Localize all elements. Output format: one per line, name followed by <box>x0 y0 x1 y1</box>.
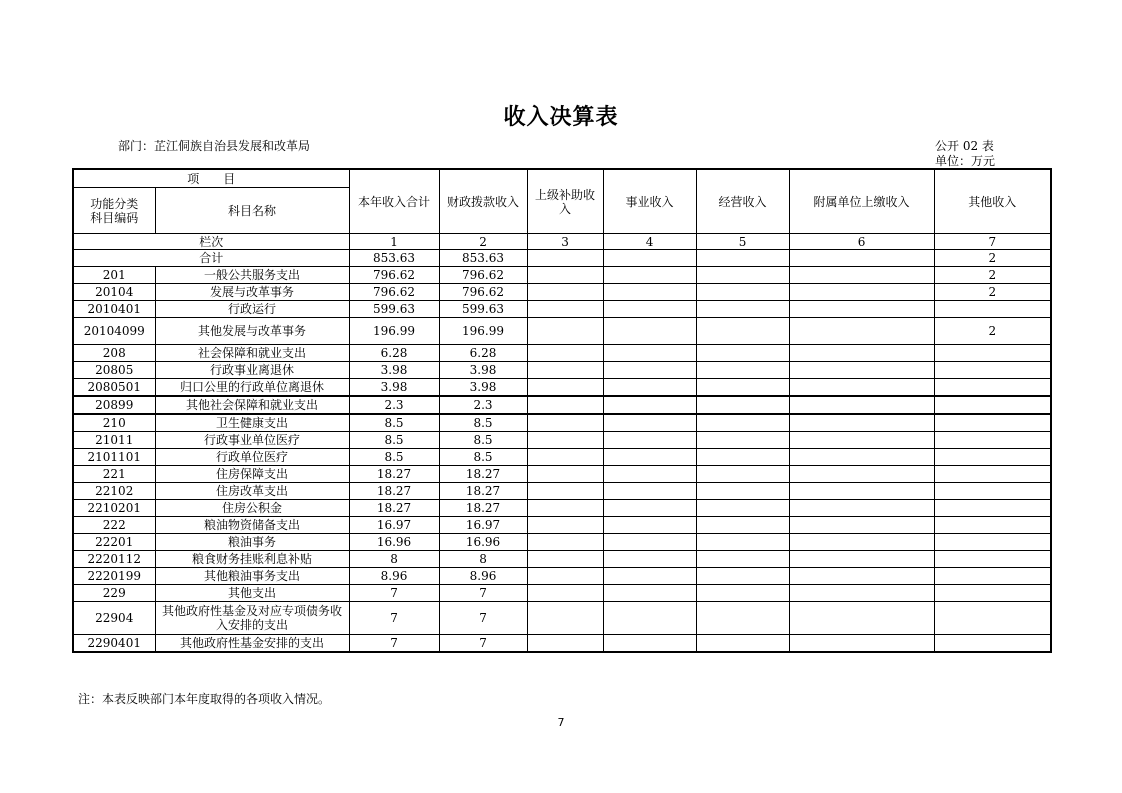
row-operating-income <box>696 635 789 653</box>
row-name: 其他支出 <box>155 585 349 602</box>
row-subsidiary-income <box>789 301 934 318</box>
row-fiscal-appropriation: 599.63 <box>439 301 527 318</box>
row-subsidiary-income <box>789 585 934 602</box>
row-fiscal-appropriation: 7 <box>439 585 527 602</box>
row-code: 2290401 <box>73 635 155 653</box>
table-row <box>73 483 1051 500</box>
row-other-income <box>934 635 1051 653</box>
row-subsidiary-income <box>789 396 934 414</box>
row-other-income: 2 <box>934 318 1051 345</box>
row-subsidiary-income <box>789 466 934 483</box>
row-superior-subsidy <box>527 396 603 414</box>
row-name: 粮油事务 <box>155 534 349 551</box>
row-subsidiary-income <box>789 414 934 432</box>
header-business-income: 事业收入 <box>603 169 696 234</box>
row-fiscal-appropriation: 6.28 <box>439 345 527 362</box>
row-code: 22201 <box>73 534 155 551</box>
row-business-income <box>603 284 696 301</box>
row-code: 22102 <box>73 483 155 500</box>
row-other-income <box>934 500 1051 517</box>
table-row <box>73 379 1051 397</box>
seq-col-4: 4 <box>603 234 696 250</box>
row-code: 229 <box>73 585 155 602</box>
row-other-income: 2 <box>934 250 1051 267</box>
row-fiscal-appropriation: 196.99 <box>439 318 527 345</box>
row-name: 粮食财务挂账利息补贴 <box>155 551 349 568</box>
row-name: 其他粮油事务支出 <box>155 568 349 585</box>
table-row <box>73 396 1051 414</box>
row-other-income <box>934 449 1051 466</box>
table-row <box>73 301 1051 318</box>
row-total-income: 16.97 <box>349 517 439 534</box>
row-operating-income <box>696 250 789 267</box>
header-subject-name: 科目名称 <box>155 188 349 234</box>
page-title: 收入决算表 <box>503 105 619 130</box>
row-business-income <box>603 267 696 284</box>
row-fiscal-appropriation: 18.27 <box>439 483 527 500</box>
row-code: 201 <box>73 267 155 284</box>
row-total-income: 8 <box>349 551 439 568</box>
row-total-income: 8.5 <box>349 449 439 466</box>
row-other-income: 2 <box>934 284 1051 301</box>
row-superior-subsidy <box>527 379 603 397</box>
seq-col-7: 7 <box>934 234 1051 250</box>
seq-col-1: 1 <box>349 234 439 250</box>
row-subsidiary-income <box>789 602 934 635</box>
row-total-income: 7 <box>349 635 439 653</box>
row-name: 归口公里的行政单位离退休 <box>155 379 349 397</box>
row-other-income <box>934 551 1051 568</box>
row-business-income <box>603 585 696 602</box>
row-business-income <box>603 500 696 517</box>
row-superior-subsidy <box>527 602 603 635</box>
row-code: 22904 <box>73 602 155 635</box>
table-row <box>73 345 1051 362</box>
row-operating-income <box>696 414 789 432</box>
row-total-income: 18.27 <box>349 500 439 517</box>
row-other-income <box>934 396 1051 414</box>
row-business-income <box>603 449 696 466</box>
row-business-income <box>603 301 696 318</box>
row-subsidiary-income <box>789 284 934 301</box>
seq-col-2: 2 <box>439 234 527 250</box>
row-name: 行政运行 <box>155 301 349 318</box>
row-business-income <box>603 414 696 432</box>
row-total-income: 8.5 <box>349 432 439 449</box>
row-name: 粮油物资储备支出 <box>155 517 349 534</box>
row-superior-subsidy <box>527 551 603 568</box>
row-fiscal-appropriation: 3.98 <box>439 379 527 397</box>
row-subsidiary-income <box>789 267 934 284</box>
row-fiscal-appropriation: 7 <box>439 602 527 635</box>
row-other-income: 2 <box>934 267 1051 284</box>
row-superior-subsidy <box>527 267 603 284</box>
row-name: 发展与改革事务 <box>155 284 349 301</box>
table-row <box>73 267 1051 284</box>
row-business-income <box>603 379 696 397</box>
footnote: 注：本表反映部门本年度取得的各项收入情况。 <box>78 692 331 706</box>
row-operating-income <box>696 534 789 551</box>
page-number: 7 <box>557 716 565 729</box>
table-row <box>73 585 1051 602</box>
row-name: 其他社会保障和就业支出 <box>155 396 349 414</box>
row-subsidiary-income <box>789 449 934 466</box>
row-total-income: 853.63 <box>349 250 439 267</box>
row-total-income: 18.27 <box>349 483 439 500</box>
row-operating-income <box>696 284 789 301</box>
row-superior-subsidy <box>527 414 603 432</box>
row-superior-subsidy <box>527 517 603 534</box>
row-other-income <box>934 414 1051 432</box>
row-subsidiary-income <box>789 318 934 345</box>
row-total-income: 3.98 <box>349 379 439 397</box>
row-code: 2101101 <box>73 449 155 466</box>
row-operating-income <box>696 301 789 318</box>
table-row <box>73 551 1051 568</box>
row-other-income <box>934 568 1051 585</box>
row-other-income <box>934 483 1051 500</box>
row-name: 其他发展与改革事务 <box>155 318 349 345</box>
row-operating-income <box>696 396 789 414</box>
row-superior-subsidy <box>527 534 603 551</box>
row-subsidiary-income <box>789 345 934 362</box>
row-subsidiary-income <box>789 379 934 397</box>
table-row <box>73 534 1051 551</box>
row-fiscal-appropriation: 3.98 <box>439 362 527 379</box>
row-code: 2220199 <box>73 568 155 585</box>
row-name: 其他政府性基金安排的支出 <box>155 635 349 653</box>
row-business-income <box>603 517 696 534</box>
row-total-income: 599.63 <box>349 301 439 318</box>
form-number: 公开 02 表 <box>935 139 994 153</box>
row-other-income <box>934 345 1051 362</box>
row-business-income <box>603 318 696 345</box>
row-subsidiary-income <box>789 362 934 379</box>
row-subsidiary-income <box>789 517 934 534</box>
row-total-income: 8.5 <box>349 414 439 432</box>
row-subsidiary-income <box>789 250 934 267</box>
income-table <box>72 168 1052 653</box>
row-code: 20805 <box>73 362 155 379</box>
row-name: 其他政府性基金及对应专项债务收入安排的支出 <box>155 602 349 635</box>
row-name: 合计 <box>73 250 349 267</box>
header-fiscal-appropriation: 财政拨款收入 <box>439 169 527 234</box>
seq-col-5: 5 <box>696 234 789 250</box>
unit-label: 单位：万元 <box>935 154 996 168</box>
row-fiscal-appropriation: 796.62 <box>439 284 527 301</box>
table-row <box>73 449 1051 466</box>
table-row <box>73 432 1051 449</box>
row-other-income <box>934 301 1051 318</box>
row-operating-income <box>696 318 789 345</box>
row-business-income <box>603 345 696 362</box>
row-name: 住房改革支出 <box>155 483 349 500</box>
row-total-income: 796.62 <box>349 284 439 301</box>
row-code: 208 <box>73 345 155 362</box>
row-total-income: 7 <box>349 602 439 635</box>
row-name: 行政单位医疗 <box>155 449 349 466</box>
row-name: 住房公积金 <box>155 500 349 517</box>
seq-col-3: 3 <box>527 234 603 250</box>
row-superior-subsidy <box>527 301 603 318</box>
row-code: 21011 <box>73 432 155 449</box>
row-name: 住房保障支出 <box>155 466 349 483</box>
row-superior-subsidy <box>527 585 603 602</box>
row-code: 2220112 <box>73 551 155 568</box>
row-business-income <box>603 432 696 449</box>
row-superior-subsidy <box>527 635 603 653</box>
row-code: 20104 <box>73 284 155 301</box>
row-total-income: 7 <box>349 585 439 602</box>
row-subsidiary-income <box>789 483 934 500</box>
header-subsidiary-income: 附属单位上缴收入 <box>789 169 934 234</box>
table-row <box>73 602 1051 635</box>
seq-label: 栏次 <box>73 234 349 250</box>
row-business-income <box>603 534 696 551</box>
table-row <box>73 414 1051 432</box>
row-total-income: 18.27 <box>349 466 439 483</box>
row-code: 20899 <box>73 396 155 414</box>
row-fiscal-appropriation: 8.5 <box>439 414 527 432</box>
table-row <box>73 284 1051 301</box>
table-row <box>73 318 1051 345</box>
row-fiscal-appropriation: 796.62 <box>439 267 527 284</box>
row-superior-subsidy <box>527 568 603 585</box>
row-operating-income <box>696 466 789 483</box>
row-other-income <box>934 585 1051 602</box>
row-total-income: 6.28 <box>349 345 439 362</box>
row-subsidiary-income <box>789 534 934 551</box>
row-subsidiary-income <box>789 500 934 517</box>
header-func-code: 功能分类 科目编码 <box>73 188 155 234</box>
row-name: 行政事业离退休 <box>155 362 349 379</box>
row-other-income <box>934 432 1051 449</box>
row-fiscal-appropriation: 18.27 <box>439 500 527 517</box>
table-row <box>73 517 1051 534</box>
row-fiscal-appropriation: 16.97 <box>439 517 527 534</box>
row-business-income <box>603 250 696 267</box>
header-other-income: 其他收入 <box>934 169 1051 234</box>
row-fiscal-appropriation: 16.96 <box>439 534 527 551</box>
row-operating-income <box>696 267 789 284</box>
row-superior-subsidy <box>527 483 603 500</box>
table-row <box>73 362 1051 379</box>
row-fiscal-appropriation: 853.63 <box>439 250 527 267</box>
row-name: 社会保障和就业支出 <box>155 345 349 362</box>
row-business-income <box>603 396 696 414</box>
row-operating-income <box>696 483 789 500</box>
row-operating-income <box>696 551 789 568</box>
row-code: 2080501 <box>73 379 155 397</box>
row-other-income <box>934 362 1051 379</box>
row-superior-subsidy <box>527 466 603 483</box>
table-row <box>73 500 1051 517</box>
row-total-income: 196.99 <box>349 318 439 345</box>
row-name: 一般公共服务支出 <box>155 267 349 284</box>
row-subsidiary-income <box>789 551 934 568</box>
row-other-income <box>934 466 1051 483</box>
row-operating-income <box>696 362 789 379</box>
row-business-income <box>603 362 696 379</box>
row-superior-subsidy <box>527 250 603 267</box>
row-code: 210 <box>73 414 155 432</box>
row-superior-subsidy <box>527 284 603 301</box>
row-superior-subsidy <box>527 500 603 517</box>
row-operating-income <box>696 568 789 585</box>
header-total-income: 本年收入合计 <box>349 169 439 234</box>
row-fiscal-appropriation: 8.5 <box>439 449 527 466</box>
row-business-income <box>603 551 696 568</box>
row-subsidiary-income <box>789 568 934 585</box>
row-operating-income <box>696 379 789 397</box>
table-row <box>73 466 1051 483</box>
row-fiscal-appropriation: 8.5 <box>439 432 527 449</box>
row-total-income: 8.96 <box>349 568 439 585</box>
row-business-income <box>603 568 696 585</box>
row-code: 221 <box>73 466 155 483</box>
table-row <box>73 250 1051 267</box>
row-code: 2210201 <box>73 500 155 517</box>
seq-col-6: 6 <box>789 234 934 250</box>
row-fiscal-appropriation: 8.96 <box>439 568 527 585</box>
row-total-income: 3.98 <box>349 362 439 379</box>
row-business-income <box>603 602 696 635</box>
row-business-income <box>603 466 696 483</box>
row-superior-subsidy <box>527 362 603 379</box>
row-total-income: 2.3 <box>349 396 439 414</box>
header-item: 项 目 <box>73 169 349 188</box>
row-other-income <box>934 379 1051 397</box>
row-operating-income <box>696 449 789 466</box>
row-fiscal-appropriation: 2.3 <box>439 396 527 414</box>
row-superior-subsidy <box>527 449 603 466</box>
row-operating-income <box>696 500 789 517</box>
table-row <box>73 568 1051 585</box>
row-name: 卫生健康支出 <box>155 414 349 432</box>
row-code: 20104099 <box>73 318 155 345</box>
row-operating-income <box>696 432 789 449</box>
row-operating-income <box>696 345 789 362</box>
row-total-income: 796.62 <box>349 267 439 284</box>
row-code: 2010401 <box>73 301 155 318</box>
row-operating-income <box>696 517 789 534</box>
header-superior-subsidy: 上级补助收入 <box>527 169 603 234</box>
row-other-income <box>934 517 1051 534</box>
row-superior-subsidy <box>527 432 603 449</box>
row-business-income <box>603 635 696 653</box>
row-subsidiary-income <box>789 432 934 449</box>
row-operating-income <box>696 585 789 602</box>
row-superior-subsidy <box>527 318 603 345</box>
row-fiscal-appropriation: 18.27 <box>439 466 527 483</box>
row-fiscal-appropriation: 7 <box>439 635 527 653</box>
row-operating-income <box>696 602 789 635</box>
row-business-income <box>603 483 696 500</box>
header-operating-income: 经营收入 <box>696 169 789 234</box>
table-row <box>73 635 1051 653</box>
row-other-income <box>934 602 1051 635</box>
row-total-income: 16.96 <box>349 534 439 551</box>
row-other-income <box>934 534 1051 551</box>
row-fiscal-appropriation: 8 <box>439 551 527 568</box>
row-superior-subsidy <box>527 345 603 362</box>
row-name: 行政事业单位医疗 <box>155 432 349 449</box>
row-subsidiary-income <box>789 635 934 653</box>
department-label: 部门：芷江侗族自治县发展和改革局 <box>118 139 311 153</box>
row-code: 222 <box>73 517 155 534</box>
